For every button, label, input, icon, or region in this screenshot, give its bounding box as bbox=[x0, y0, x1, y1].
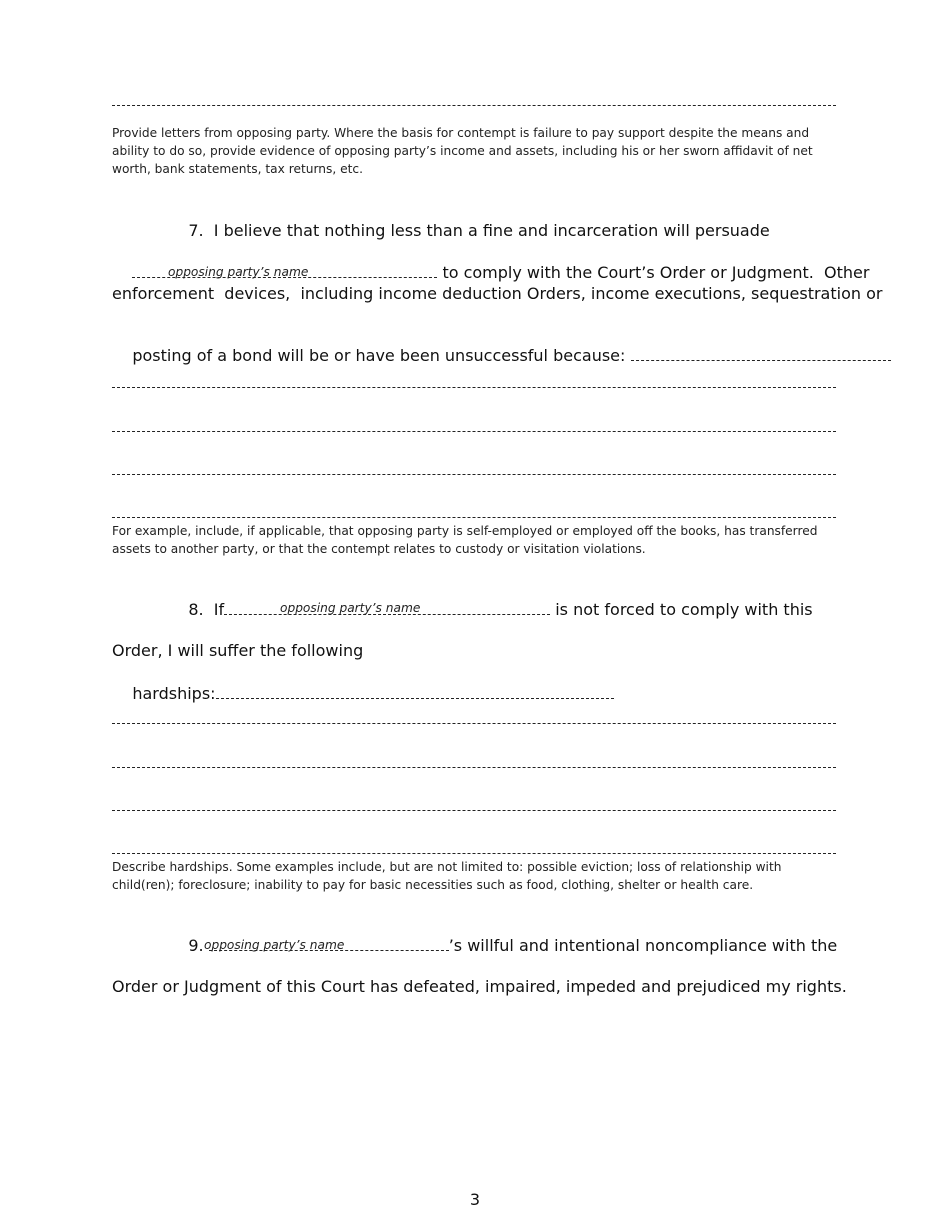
answer-line[interactable] bbox=[112, 810, 836, 811]
answer-line[interactable] bbox=[112, 767, 836, 768]
answer-line[interactable] bbox=[112, 431, 836, 432]
paragraph-8-suffix: is not forced to comply with this bbox=[555, 600, 813, 619]
paragraph-8-line-3 bbox=[112, 664, 614, 724]
paragraph-7-line-2-text: to comply with the Court’s Order or Judgment. Other bbox=[442, 263, 870, 282]
paragraph-7-line-4-text: posting of a bond will be or have been unsuccessful because: bbox=[132, 346, 626, 365]
reason-unsuccessful-field[interactable] bbox=[631, 346, 891, 361]
answer-line[interactable] bbox=[112, 105, 836, 106]
paragraph-7-line-4 bbox=[112, 326, 891, 386]
page-number: 3 bbox=[469, 1190, 481, 1209]
answer-line[interactable] bbox=[112, 517, 836, 518]
caption-opposing-party-name-7: opposing party’s name bbox=[168, 265, 309, 279]
hardships-field[interactable] bbox=[216, 684, 614, 699]
answer-line[interactable] bbox=[112, 474, 836, 475]
paragraph-8-number: 8. bbox=[188, 600, 204, 619]
caption-opposing-party-name-9: opposing party’s name bbox=[204, 938, 345, 952]
paragraph-9-number: 9. bbox=[188, 936, 204, 955]
answer-line[interactable] bbox=[112, 853, 836, 854]
caption-opposing-party-name-8: opposing party’s name bbox=[280, 601, 421, 615]
paragraph-7-text: I believe that nothing less than a fine and incarceration will persuade bbox=[213, 221, 770, 240]
paragraph-7-line-3: enforcement devices, including income deduction Orders, income executions, sequestration or bbox=[112, 284, 883, 303]
instruction-note-hardships: Describe hardships. Some examples include, but are not limited to: possible eviction; loss of relationship with child(ren); foreclosure; inability to pay for basic necessities such as food, clothing, shelter or health care. bbox=[112, 860, 782, 892]
paragraph-8-prefix: If bbox=[213, 600, 225, 619]
paragraph-8-line-1 bbox=[168, 580, 813, 640]
instruction-note-letters: Provide letters from opposing party. Where the basis for contempt is failure to pay support despite the means and ability to do so, provide evidence of opposing party’s income and assets, including his or her sworn affidavit of net worth, bank statements, tax returns, etc. bbox=[112, 126, 813, 176]
answer-line[interactable] bbox=[112, 387, 836, 388]
paragraph-7-number: 7. bbox=[188, 221, 204, 240]
paragraph-9-line-2: Order or Judgment of this Court has defeated, impaired, impeded and prejudiced my rights. bbox=[112, 977, 847, 996]
paragraph-9-suffix: ’s willful and intentional noncompliance with the bbox=[448, 936, 838, 955]
answer-line[interactable] bbox=[112, 723, 836, 724]
paragraph-8-line-2: Order, I will suffer the following bbox=[112, 641, 364, 660]
instruction-note-example: For example, include, if applicable, that opposing party is self-employed or employed off the books, has transferred assets to another party, or that the contempt relates to custody or visitation violations. bbox=[112, 524, 818, 556]
paragraph-8-hardships-label: hardships: bbox=[132, 684, 216, 703]
